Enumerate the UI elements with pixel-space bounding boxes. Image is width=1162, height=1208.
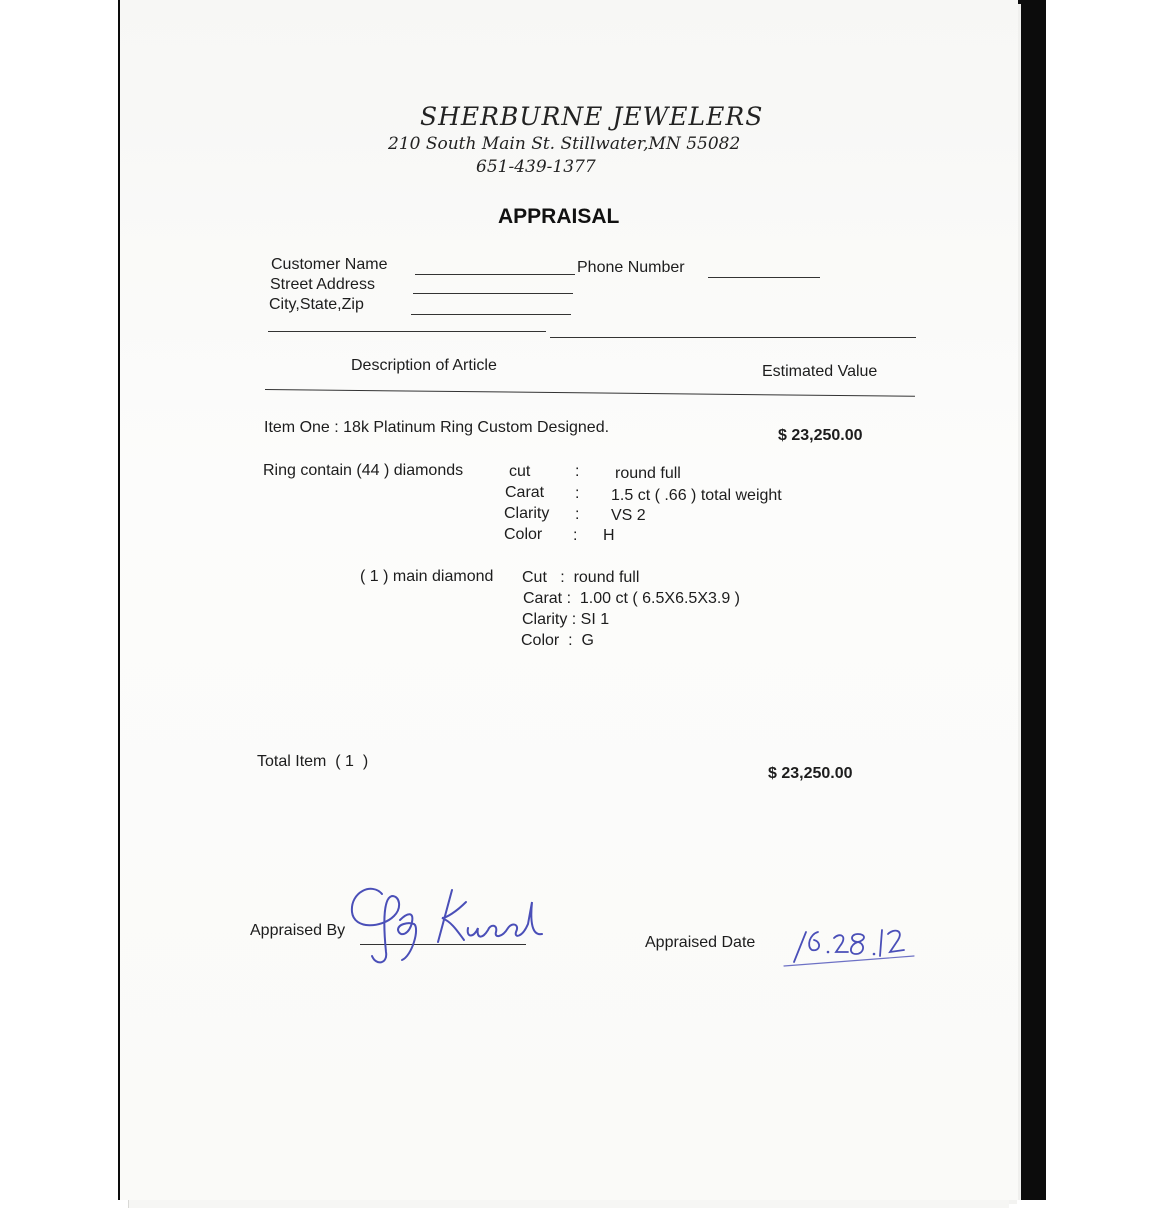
phone-number-label: Phone Number <box>577 259 685 276</box>
spec-key: Color <box>504 526 543 543</box>
company-phone: 651-439-1377 <box>476 157 596 177</box>
divider-left <box>268 331 546 332</box>
spec-separator: : <box>573 527 578 544</box>
document-title: APPRAISAL <box>498 205 620 228</box>
phone-number-line <box>708 277 820 278</box>
item-one-description: Item One : 18k Platinum Ring Custom Designed. <box>264 419 610 436</box>
total-value: $ 23,250.00 <box>768 765 853 782</box>
spec-value: VS 2 <box>611 507 646 524</box>
appraised-date-label: Appraised Date <box>645 934 756 951</box>
total-items-label: Total Item ( 1 ) <box>257 753 369 770</box>
spec-key: cut <box>509 463 531 480</box>
side-diamonds-intro: Ring contain (44 ) diamonds <box>263 462 464 479</box>
customer-name-line <box>415 274 575 275</box>
spec-key: Carat <box>505 484 545 501</box>
main-diamond-spec: Clarity : SI 1 <box>522 611 610 628</box>
company-name: SHERBURNE JEWELERS <box>420 102 764 131</box>
main-diamond-spec: Carat : 1.00 ct ( 6.5X6.5X3.9 ) <box>523 590 740 607</box>
estimated-value-header: Estimated Value <box>762 363 878 380</box>
handwritten-date <box>784 922 924 970</box>
company-address: 210 South Main St. Stillwater,MN 55082 <box>388 134 741 154</box>
main-diamond-spec: Color : G <box>521 632 594 649</box>
spec-separator: : <box>575 506 580 523</box>
spec-separator: : <box>575 485 580 502</box>
header-rule <box>265 389 915 397</box>
spec-value: round full <box>615 465 681 482</box>
spec-key: Clarity <box>504 505 550 522</box>
description-header: Description of Article <box>351 357 497 374</box>
street-address-line <box>413 293 573 294</box>
spec-value: 1.5 ct ( .66 ) total weight <box>611 487 782 504</box>
spec-separator: : <box>575 463 580 480</box>
street-address-label: Street Address <box>270 276 375 293</box>
city-state-zip-line <box>411 314 571 315</box>
appraisal-document <box>120 0 1018 1200</box>
divider-right <box>550 337 916 338</box>
main-diamond-spec: Cut : round full <box>522 569 640 586</box>
main-diamond-intro: ( 1 ) main diamond <box>360 568 494 585</box>
item-one-value: $ 23,250.00 <box>778 427 863 444</box>
customer-name-label: Customer Name <box>271 256 388 273</box>
appraised-by-label: Appraised By <box>250 922 346 939</box>
spec-value: H <box>603 527 615 544</box>
handwritten-signature <box>342 872 552 968</box>
city-state-zip-label: City,State,Zip <box>269 296 364 313</box>
